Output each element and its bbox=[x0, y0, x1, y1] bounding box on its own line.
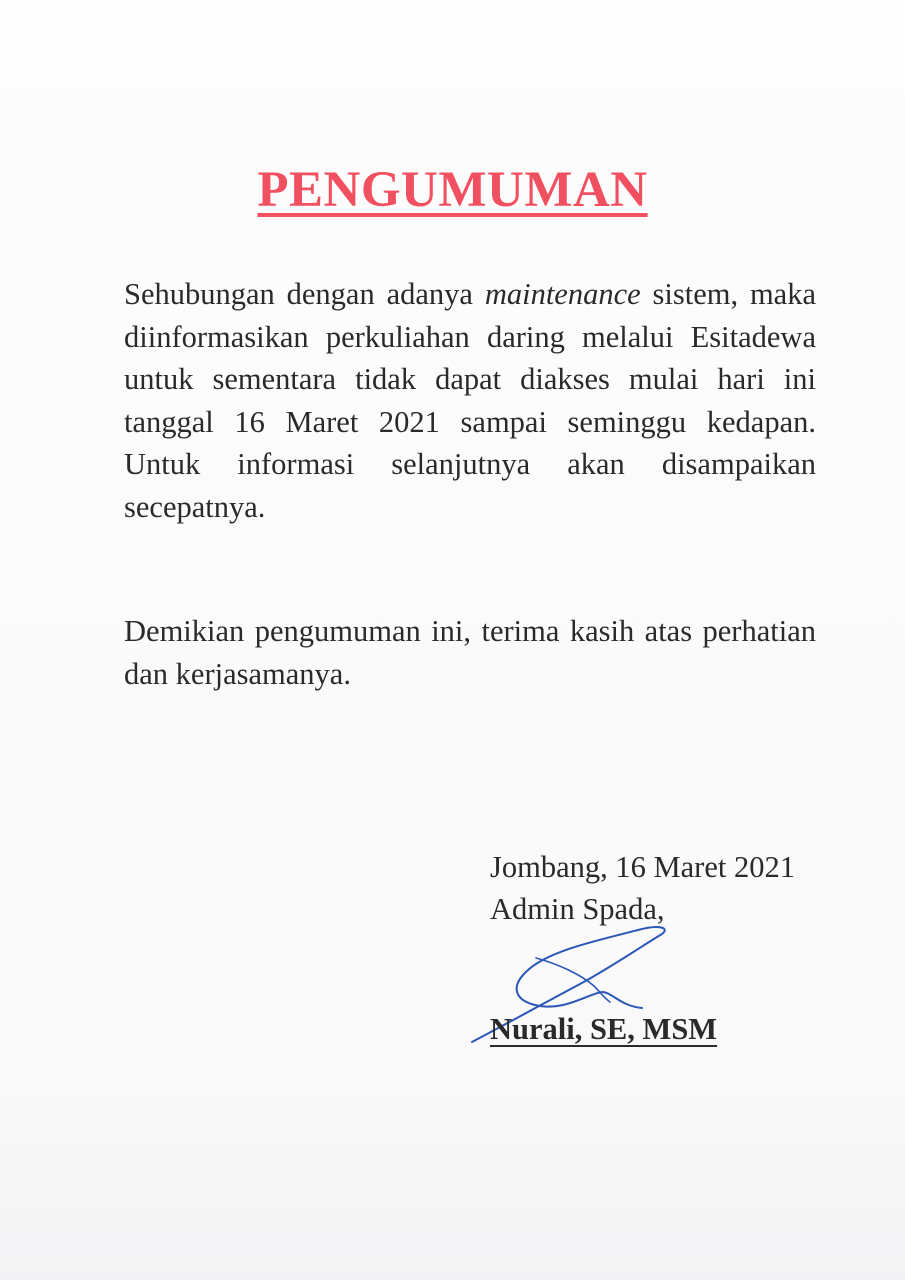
closing-block bbox=[490, 846, 795, 930]
paragraph-1-start: Sehubungan dengan adanya bbox=[124, 277, 485, 311]
signer-name: Nurali, SE, MSM bbox=[490, 1012, 718, 1046]
announcement-paragraph-1 bbox=[124, 273, 816, 528]
signer-role: Admin Spada, bbox=[490, 892, 665, 926]
paragraph-1-rest: sistem, maka diinformasikan perkuliahan daring melalui Esitadewa untuk sementara tidak dapat diakses mulai hari ini tanggal 16 Maret 2021 sampai seminggu kedapan. Untuk informasi selanjutnya akan disampaikan secepatnya. bbox=[124, 277, 816, 524]
announcement-title bbox=[0, 160, 905, 220]
announcement-title-text: PENGUMUMAN bbox=[257, 162, 648, 218]
place-date: Jombang, 16 Maret 2021 bbox=[490, 850, 795, 884]
paragraph-1-emphasis: maintenance bbox=[484, 277, 641, 311]
announcement-paragraph-2: Demikian pengumuman ini, terima kasih atas perhatian dan kerjasamanya. bbox=[124, 614, 816, 691]
